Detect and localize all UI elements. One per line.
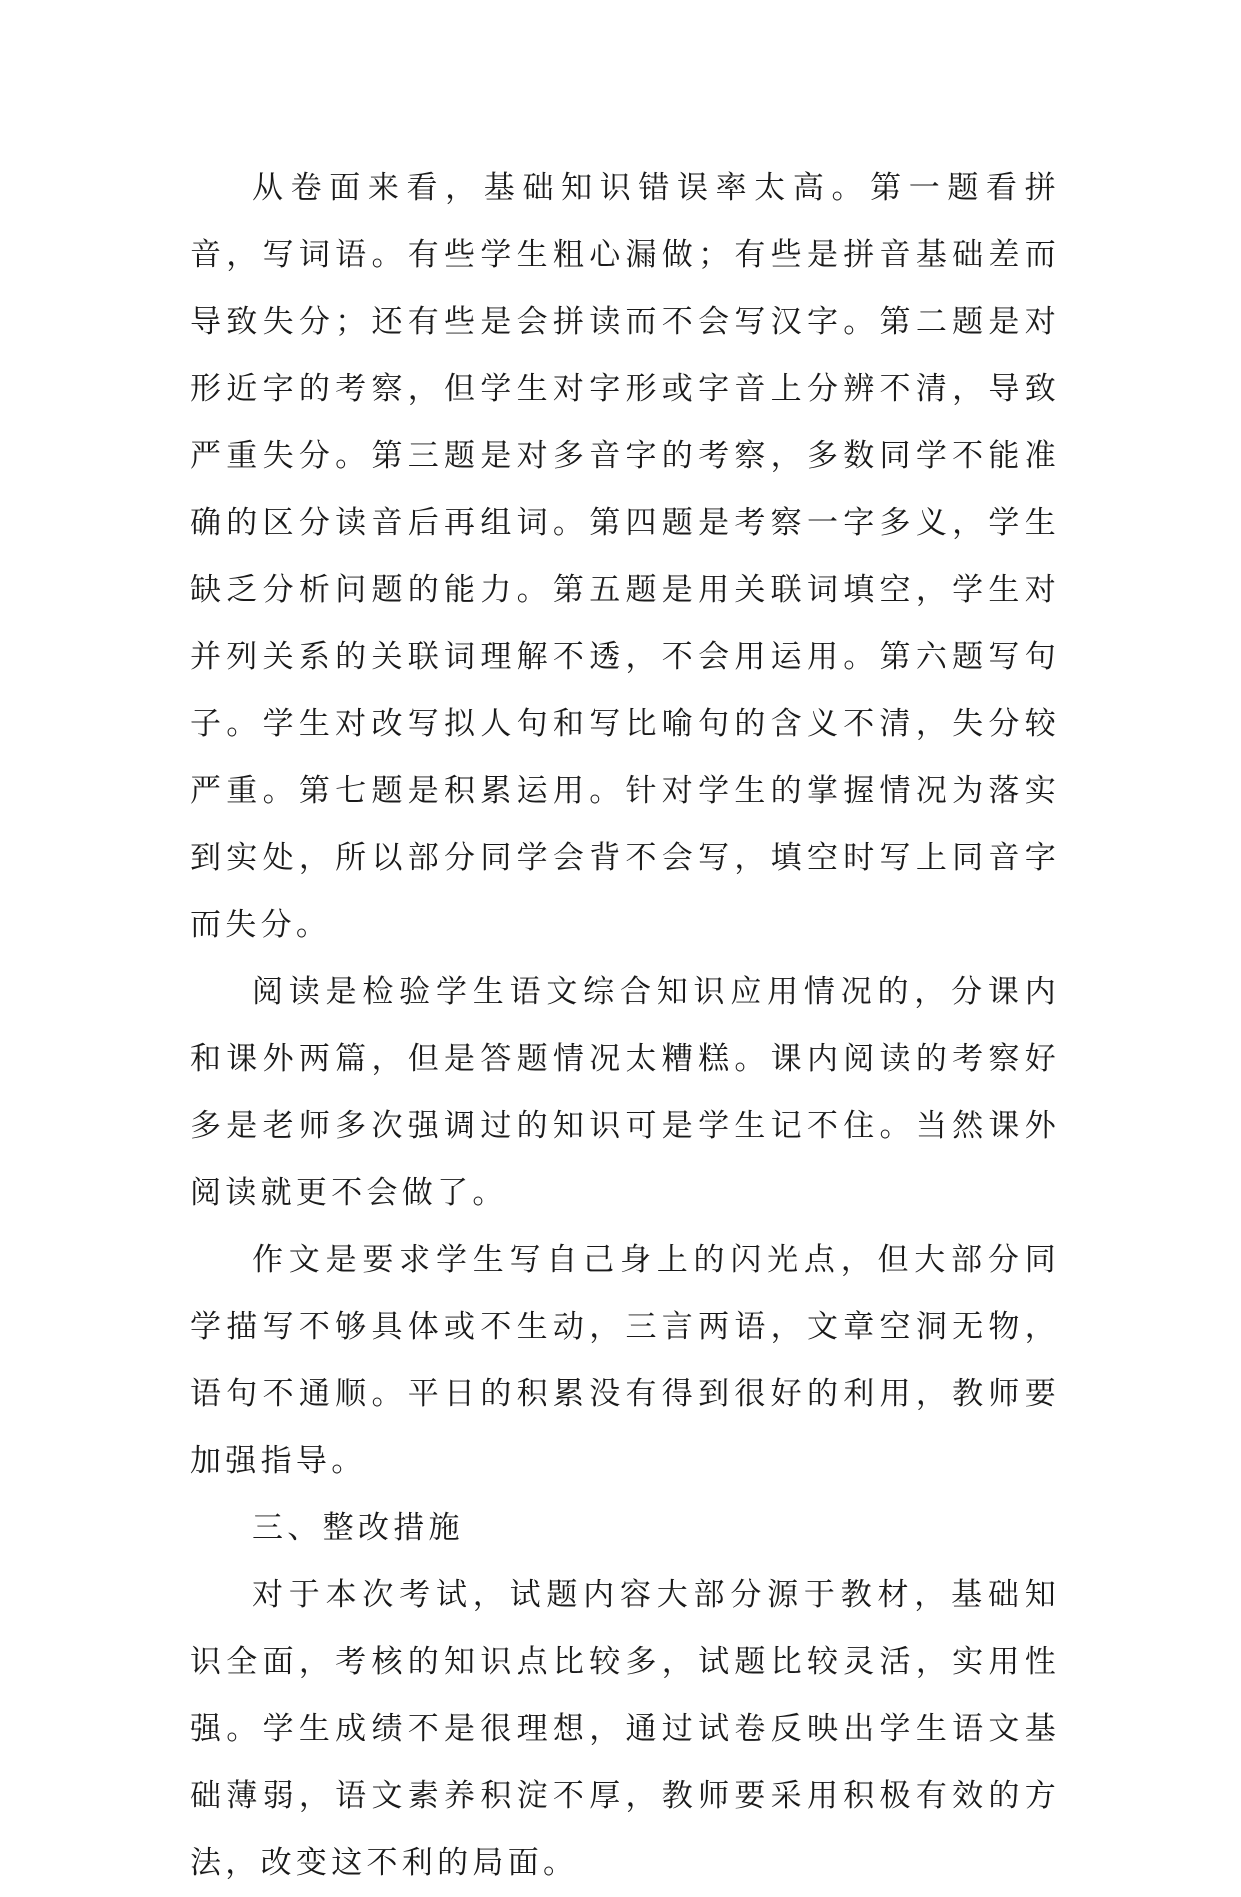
document-body (190, 155, 1060, 1897)
paragraph-basic-knowledge: 从卷面来看，基础知识错误率太高。第一题看拼音，写词语。有些学生粗心漏做；有些是拼音基础差而导致失分；还有些是会拼读而不会写汉字。第二题是对形近字的考察，但学生对字形或字音上分辨不清，导致严重失分。第三题是对多音字的考察，多数同学不能准确的区分读音后再组词。第四题是考察一字多义，学生缺乏分析问题的能力。第五题是用关联词填空，学生对并列关系的关联词理解不透，不会用运用。第六题写句子。学生对改写拟人句和写比喻句的含义不清，失分较严重。第七题是积累运用。针对学生的掌握情况为落实到实处，所以部分同学会背不会写，填空时写上同音字而失分。 (190, 170, 1060, 943)
section-heading: 三、整改措施 (252, 1510, 464, 1546)
paragraph-measures: 对于本次考试，试题内容大部分源于教材，基础知识全面，考核的知识点比较多，试题比较灵活，实用性强。学生成绩不是很理想，通过试卷反映出学生语文基础薄弱，语文素养积淀不厚，教师要采用积极有效的方法，改变这不利的局面。 (190, 1577, 1060, 1881)
paragraph-reading: 阅读是检验学生语文综合知识应用情况的，分课内和课外两篇，但是答题情况太糟糕。课内阅读的考察好多是老师多次强调过的知识可是学生记不住。当然课外阅读就更不会做了。 (190, 974, 1060, 1211)
paragraph-composition: 作文是要求学生写自己身上的闪光点，但大部分同学描写不够具体或不生动，三言两语，文章空洞无物，语句不通顺。平日的积累没有得到很好的利用，教师要加强指导。 (190, 1242, 1060, 1479)
